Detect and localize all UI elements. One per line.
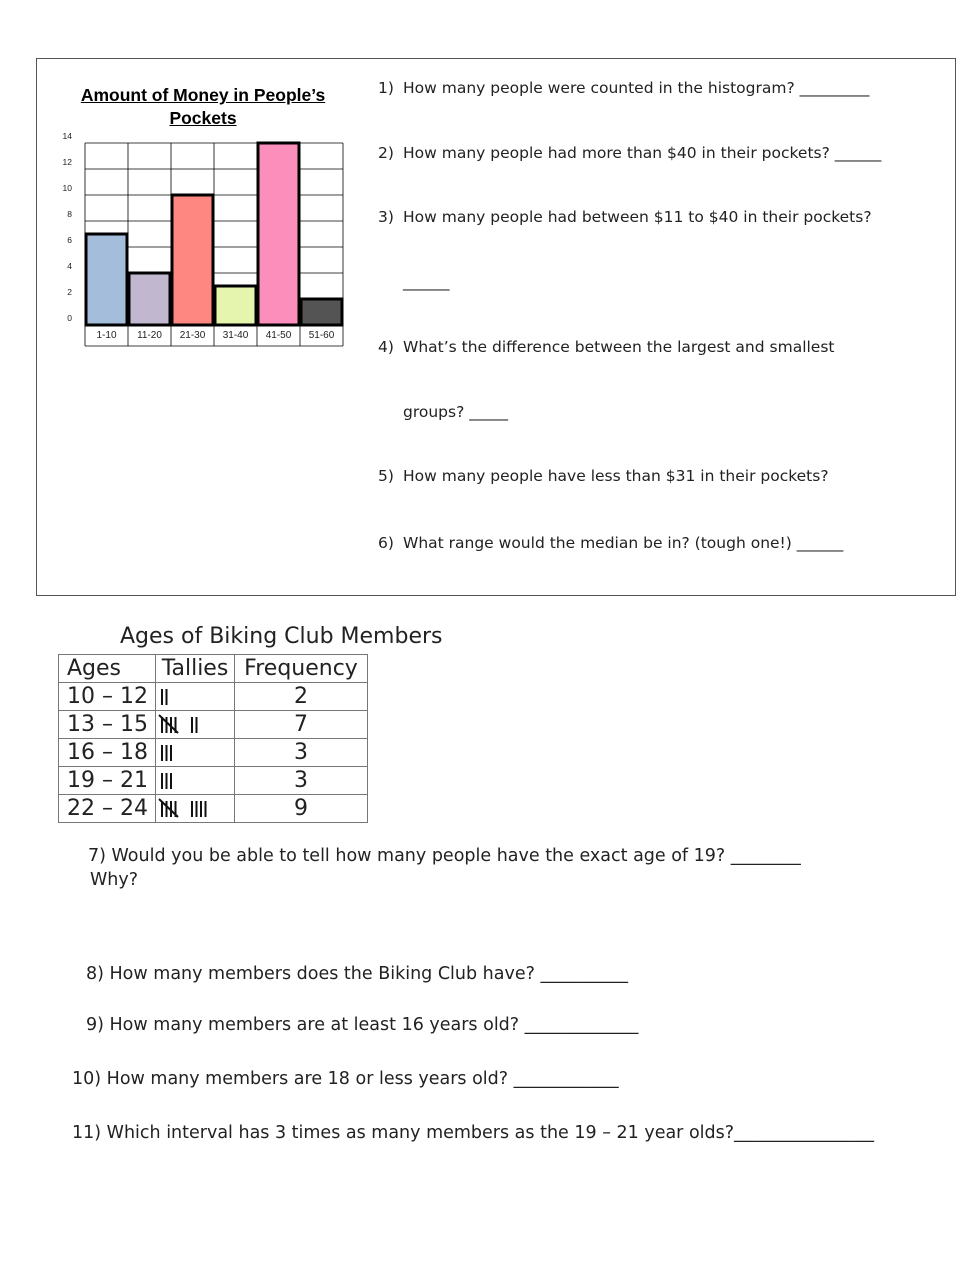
question-10: 10) How many members are 18 or less years old? ____________ [72, 1069, 619, 1089]
question-4: 4) What’s the difference between the largest and smallest [378, 338, 835, 356]
age-range: 22 – 24 [59, 795, 156, 823]
histogram-chart [50, 132, 350, 352]
y-tick-label: 2 [67, 287, 72, 297]
table-row [59, 683, 368, 711]
x-tick-label: 41-50 [265, 330, 292, 341]
table-row [59, 767, 368, 795]
x-tick-label: 11-20 [137, 330, 162, 341]
y-tick-label: 12 [62, 157, 72, 167]
question-7: 7) Would you be able to tell how many people have the exact age of 19? ________ [88, 846, 801, 866]
header-tallies: Tallies [156, 655, 235, 683]
ages-table-title: Ages of Biking Club Members [120, 624, 443, 649]
y-tick-label: 0 [67, 313, 72, 323]
table-row [59, 739, 368, 767]
histogram-bar [301, 299, 342, 325]
ages-table-header [59, 655, 368, 683]
ages-table [58, 654, 368, 823]
x-tick-label: 21-30 [179, 330, 206, 341]
question-6: 6) What range would the median be in? (tough one!) ______ [378, 534, 844, 552]
header-frequency: Frequency [235, 655, 368, 683]
question-9: 9) How many members are at least 16 years old? _____________ [86, 1015, 639, 1035]
tally-marks [156, 683, 235, 711]
y-tick-label: 14 [62, 131, 72, 141]
y-tick-label: 6 [67, 235, 72, 245]
y-tick-label: 4 [67, 261, 72, 271]
tally-graphic [156, 741, 232, 765]
y-tick-label: 10 [62, 183, 72, 193]
frequency: 3 [235, 739, 368, 767]
frequency: 7 [235, 711, 368, 739]
tally-marks [156, 711, 235, 739]
tally-marks [156, 767, 235, 795]
header-ages: Ages [59, 655, 156, 683]
tally-graphic [156, 713, 232, 737]
question-3: 3) How many people had between $11 to $40 in their pockets? [378, 208, 872, 226]
table-row [59, 711, 368, 739]
age-range: 10 – 12 [59, 683, 156, 711]
question-7-why: Why? [90, 870, 139, 890]
frequency: 3 [235, 767, 368, 795]
question-3-blank: ______ [403, 273, 450, 291]
table-row [59, 795, 368, 823]
histogram-bar [129, 273, 170, 325]
question-5: 5) How many people have less than $31 in their pockets? [378, 467, 829, 485]
question-11: 11) Which interval has 3 times as many members as the 19 – 21 year olds?________________ [72, 1123, 875, 1143]
histogram-bar [215, 286, 256, 325]
frequency: 2 [235, 683, 368, 711]
age-range: 16 – 18 [59, 739, 156, 767]
x-tick-label: 31-40 [222, 330, 249, 341]
tally-graphic [156, 685, 232, 709]
x-tick-label: 51-60 [308, 330, 335, 341]
histogram-bar [172, 195, 213, 325]
tally-marks [156, 795, 235, 823]
question-2: 2) How many people had more than $40 in their pockets? ______ [378, 144, 882, 162]
question-1: 1) How many people were counted in the histogram? _________ [378, 79, 870, 97]
question-4-continued: groups? _____ [403, 403, 508, 421]
x-tick-label: 1-10 [96, 330, 117, 341]
histogram-bar [86, 234, 127, 325]
tally-graphic [156, 797, 232, 821]
tally-graphic [156, 769, 232, 793]
tally-marks [156, 739, 235, 767]
chart-title: Amount of Money in People’s Pockets [80, 85, 326, 128]
frequency: 9 [235, 795, 368, 823]
histogram-bar [258, 143, 299, 325]
y-tick-label: 8 [67, 209, 72, 219]
question-8: 8) How many members does the Biking Club have? __________ [86, 964, 628, 984]
age-range: 19 – 21 [59, 767, 156, 795]
age-range: 13 – 15 [59, 711, 156, 739]
